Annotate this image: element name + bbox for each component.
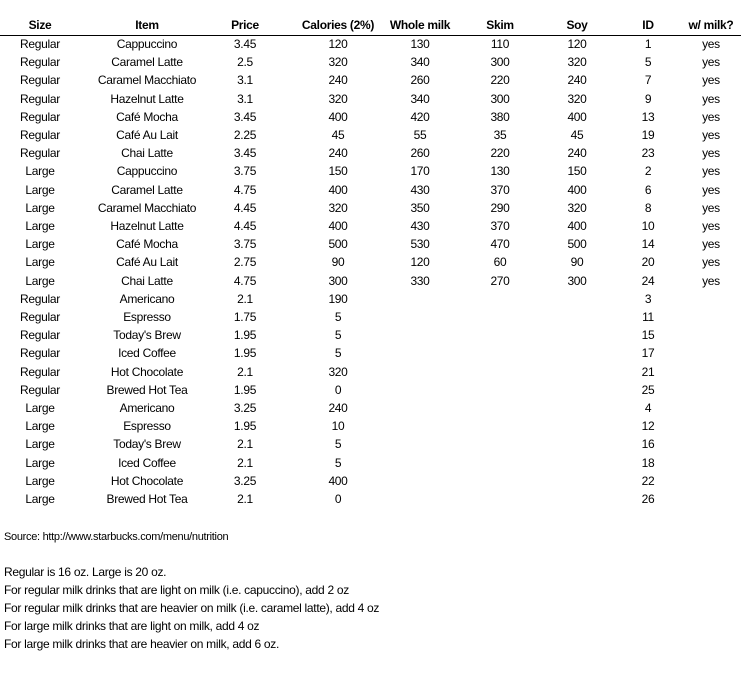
cell-soy: 45 [570,128,584,142]
column-header-price: Price [231,18,259,32]
cell-item: Café Au Lait [116,128,178,142]
cell-item: Americano [119,401,175,415]
cell-skim: 300 [490,91,510,106]
cell-whole-milk: 420 [410,109,430,124]
cell-whole-milk: 340 [410,55,430,70]
cell-soy: 320 [567,55,587,70]
cell-price: 2.25 [233,128,257,142]
cell-size: Regular [20,328,60,343]
cell-skim: 270 [490,273,510,288]
cell-price: 1.75 [233,310,257,324]
cell-id: 23 [641,146,655,161]
cell-skim: 220 [490,73,510,88]
cell-size: Large [25,182,55,197]
cell-calories: 90 [331,255,345,270]
cell-id: 24 [641,273,655,288]
cell-skim: 370 [490,219,510,233]
header-divider [0,35,741,36]
cell-price: 2.1 [237,291,253,306]
note-line: For regular milk drinks that are light on milk (i.e. capuccino), add 2 oz [4,583,349,597]
cell-with-milk: yes [702,219,720,233]
cell-with-milk: yes [702,91,720,106]
cell-item: Espresso [123,310,171,324]
cell-item: Cappuccino [116,37,178,51]
cell-item: Caramel Latte [111,55,183,70]
cell-price: 4.75 [233,273,257,288]
cell-price: 2.5 [237,55,253,70]
cell-id: 6 [644,182,652,197]
cell-item: Hazelnut Latte [110,91,184,106]
cell-size: Large [25,437,55,452]
cell-soy: 240 [567,73,587,88]
cell-size: Large [25,492,55,506]
cell-item: Iced Coffee [118,346,176,361]
cell-item: Caramel Macchiato [97,73,197,88]
cell-size: Regular [20,146,60,161]
cell-calories: 5 [334,346,342,361]
cell-with-milk: yes [702,255,720,270]
cell-skim: 130 [490,164,510,179]
cell-item: Café Mocha [116,109,178,124]
cell-item: Chai Latte [121,273,173,288]
cell-price: 3.1 [237,91,253,106]
cell-item: Chai Latte [121,146,173,161]
cell-id: 2 [644,164,652,179]
cell-calories: 320 [328,200,348,215]
cell-calories: 240 [328,401,348,415]
cell-id: 17 [641,346,655,361]
cell-calories: 5 [334,328,342,343]
cell-id: 12 [641,419,655,434]
cell-size: Large [25,164,55,179]
cell-with-milk: yes [702,182,720,197]
cell-price: 3.45 [233,109,257,124]
cell-size: Large [25,273,55,288]
cell-id: 8 [644,200,652,215]
cell-price: 1.95 [233,382,257,397]
cell-price: 1.95 [233,328,257,343]
cell-size: Regular [20,37,60,51]
cell-soy: 90 [570,255,584,270]
cell-price: 3.25 [233,401,257,415]
cell-whole-milk: 530 [410,237,430,252]
cell-id: 26 [641,492,655,506]
cell-calories: 320 [328,364,348,379]
cell-soy: 300 [567,273,587,288]
cell-size: Regular [20,382,60,397]
cell-item: Today's Brew [113,437,181,452]
cell-id: 5 [644,55,652,70]
cell-skim: 470 [490,237,510,252]
cell-skim: 370 [490,182,510,197]
cell-item: Caramel Macchiato [97,200,197,215]
cell-item: Espresso [123,419,171,434]
cell-id: 3 [644,291,652,306]
note-line: For large milk drinks that are light on milk, add 4 oz [4,619,260,633]
cell-calories: 5 [334,437,342,452]
cell-whole-milk: 260 [410,146,430,161]
cell-item: Hot Chocolate [110,364,184,379]
cell-id: 7 [644,73,652,88]
cell-calories: 240 [328,73,348,88]
cell-calories: 400 [328,109,348,124]
cell-soy: 320 [567,91,587,106]
cell-soy: 500 [567,237,587,252]
cell-item: Today's Brew [113,328,181,343]
cell-soy: 400 [567,182,587,197]
cell-calories: 45 [331,128,345,142]
cell-calories: 400 [328,219,348,233]
cell-price: 3.25 [233,473,257,488]
cell-skim: 300 [490,55,510,70]
cell-price: 4.75 [233,182,257,197]
cell-size: Regular [20,55,60,70]
cell-calories: 0 [334,382,342,397]
column-header-id: ID [642,18,654,32]
column-header-size: Size [28,18,52,32]
cell-id: 20 [641,255,655,270]
cell-price: 1.95 [233,346,257,361]
cell-size: Large [25,473,55,488]
source-note: Source: http://www.starbucks.com/menu/nutrition [4,531,229,543]
cell-calories: 500 [328,237,348,252]
cell-with-milk: yes [702,273,720,288]
cell-soy: 150 [567,164,587,179]
cell-soy: 320 [567,200,587,215]
cell-calories: 10 [331,419,345,434]
cell-id: 14 [641,237,655,252]
cell-with-milk: yes [702,146,720,161]
cell-id: 22 [641,473,655,488]
cell-id: 19 [641,128,655,142]
column-header-whole-milk: Whole milk [389,18,451,32]
cell-size: Regular [20,346,60,361]
cell-id: 25 [641,382,655,397]
cell-calories: 300 [328,273,348,288]
cell-calories: 320 [328,91,348,106]
cell-size: Large [25,419,55,434]
cell-id: 21 [641,364,655,379]
cell-whole-milk: 330 [410,273,430,288]
cell-calories: 400 [328,473,348,488]
cell-price: 4.45 [233,200,257,215]
cell-skim: 35 [493,128,507,142]
cell-size: Regular [20,364,60,379]
cell-soy: 240 [567,146,587,161]
cell-id: 4 [644,401,652,415]
cell-size: Large [25,237,55,252]
cell-whole-milk: 430 [410,219,430,233]
cell-size: Large [25,219,55,233]
cell-price: 3.45 [233,37,257,51]
cell-whole-milk: 350 [410,200,430,215]
cell-with-milk: yes [702,55,720,70]
cell-with-milk: yes [702,237,720,252]
cell-size: Large [25,401,55,415]
cell-id: 11 [642,310,654,324]
cell-size: Regular [20,128,60,142]
cell-item: Cappuccino [116,164,178,179]
column-header-skim: Skim [486,18,514,32]
cell-skim: 220 [490,146,510,161]
cell-price: 2.1 [237,364,253,379]
cell-price: 3.45 [233,146,257,161]
cell-calories: 190 [328,291,348,306]
note-line: Regular is 16 oz. Large is 20 oz. [4,565,167,579]
cell-item: Hazelnut Latte [110,219,184,233]
column-header-calories: Calories (2%) [301,18,375,32]
cell-soy: 400 [567,109,587,124]
cell-size: Large [25,455,55,470]
cell-calories: 0 [334,492,342,506]
cell-whole-milk: 120 [410,255,430,270]
cell-with-milk: yes [702,128,720,142]
note-line: For large milk drinks that are heavier on milk, add 6 oz. [4,637,280,651]
cell-item: Hot Chocolate [110,473,184,488]
cell-id: 18 [641,455,655,470]
cell-calories: 240 [328,146,348,161]
cell-id: 15 [641,328,655,343]
cell-id: 13 [641,109,655,124]
cell-size: Large [25,200,55,215]
cell-with-milk: yes [702,164,720,179]
cell-with-milk: yes [702,73,720,88]
cell-price: 4.45 [233,219,257,233]
column-header-item: Item [135,18,159,32]
cell-price: 1.95 [233,419,257,434]
cell-whole-milk: 130 [410,37,430,51]
cell-price: 3.1 [237,73,253,88]
cell-calories: 5 [334,455,342,470]
cell-price: 3.75 [233,164,257,179]
cell-skim: 380 [490,109,510,124]
cell-skim: 110 [490,37,510,51]
cell-price: 2.1 [237,455,253,470]
cell-skim: 290 [490,200,510,215]
cell-item: Café Au Lait [116,255,178,270]
cell-size: Large [25,255,55,270]
cell-soy: 400 [567,219,587,233]
cell-item: Americano [119,291,175,306]
cell-price: 2.1 [237,437,253,452]
cell-size: Regular [20,73,60,88]
cell-soy: 120 [567,37,587,51]
cell-size: Regular [20,310,60,324]
cell-whole-milk: 170 [410,164,430,179]
cell-with-milk: yes [702,109,720,124]
cell-price: 2.75 [233,255,257,270]
cell-size: Regular [20,109,60,124]
cell-price: 2.1 [237,492,253,506]
cell-item: Iced Coffee [118,455,176,470]
cell-calories: 320 [328,55,348,70]
cell-item: Caramel Latte [111,182,183,197]
cell-id: 16 [641,437,655,452]
cell-whole-milk: 260 [410,73,430,88]
cell-size: Regular [20,91,60,106]
cell-whole-milk: 430 [410,182,430,197]
cell-calories: 400 [328,182,348,197]
cell-item: Café Mocha [116,237,178,252]
cell-calories: 150 [328,164,348,179]
cell-calories: 5 [334,310,342,324]
cell-id: 1 [644,37,652,51]
cell-calories: 120 [328,37,348,51]
cell-id: 10 [641,219,655,233]
cell-item: Brewed Hot Tea [106,382,188,397]
note-line: For regular milk drinks that are heavier on milk (i.e. caramel latte), add 4 oz [4,601,380,615]
cell-id: 9 [644,91,652,106]
cell-whole-milk: 55 [413,128,427,142]
cell-with-milk: yes [702,200,720,215]
column-header-soy: Soy [566,18,588,32]
cell-size: Regular [20,291,60,306]
cell-skim: 60 [493,255,507,270]
cell-whole-milk: 340 [410,91,430,106]
cell-item: Brewed Hot Tea [106,492,188,506]
cell-price: 3.75 [233,237,257,252]
cell-with-milk: yes [702,37,720,51]
column-header-with-milk: w/ milk? [688,18,734,32]
